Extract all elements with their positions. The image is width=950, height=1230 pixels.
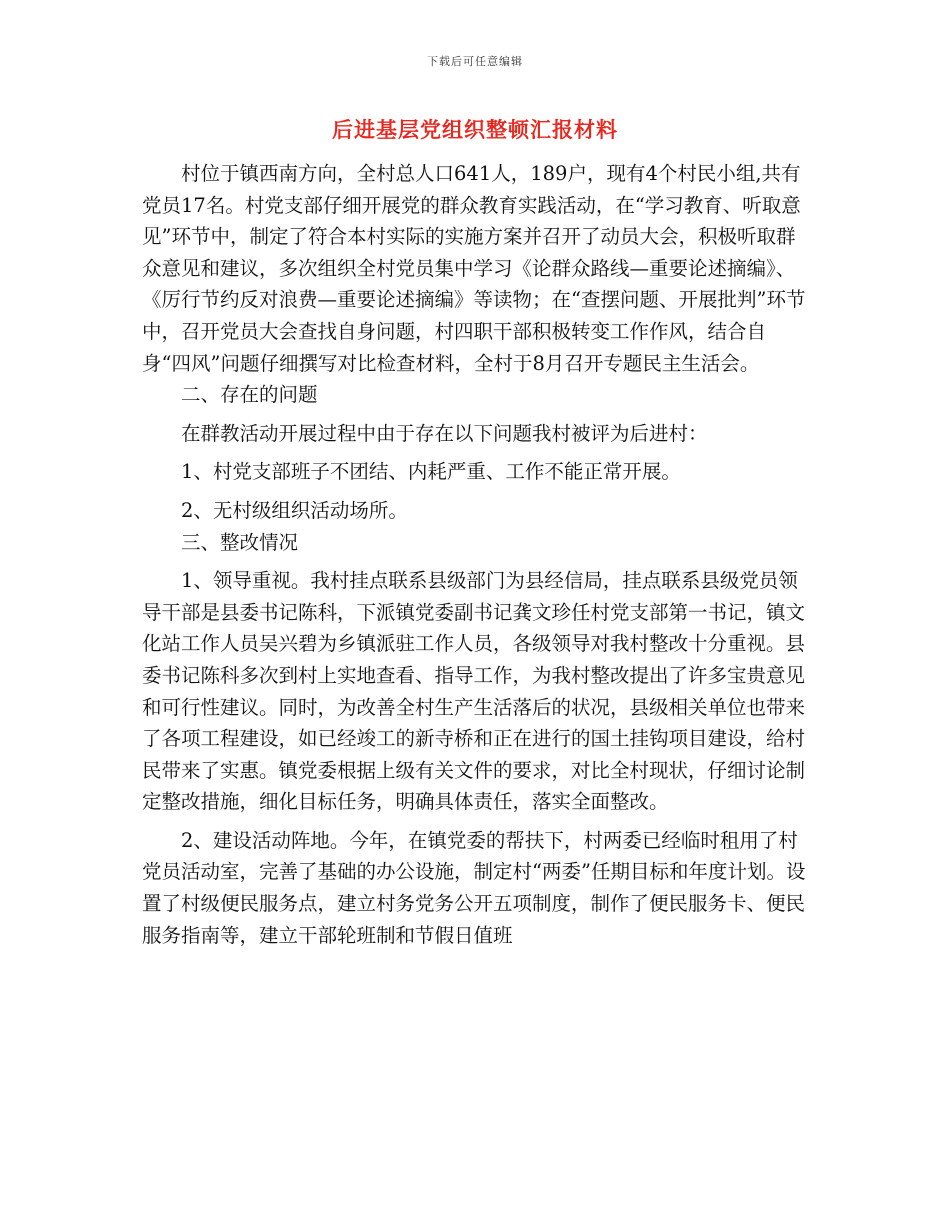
document-body [142, 158, 810, 951]
section-heading-problems: 二、存在的问题 [181, 383, 318, 407]
document-title: 后进基层党组织整顿汇报材料 [332, 118, 618, 142]
paragraph-leadership: 1、领导重视。我村挂点联系县级部门为县经信局，挂点联系县级党员领导干部是县委书记陈科，下派镇党委副书记龚文珍任村党支部第一书记，镇文化站工作人员吴兴碧为乡镇派驻工作人员，各级领导对我村整改十分重视。县委书记陈科多次到村上实地查看、指导工作，为我村整改提出了许多宝贵意见和可行性建议。同时，为改善全村生产生活落后的状况，县级相关单位也带来了各项工程建设，如已经竣工的新寺桥和正在进行的国土挂钩项目建设，给村民带来了实惠。镇党委根据上级有关文件的要求，对比全村现状，仔细讨论制定整改措施，细化目标任务，明确具体责任，落实全面整改。 [142, 569, 806, 814]
header-note: 下载后可任意编辑 [427, 55, 523, 68]
list-item-problem-1: 1、村党支部班子不团结、内耗严重、工作不能正常开展。 [181, 460, 681, 484]
section-heading-rectification: 三、整改情况 [181, 530, 299, 554]
paragraph-problems-intro: 在群教活动开展过程中由于存在以下问题我村被评为后进村： [181, 421, 708, 445]
list-item-problem-2: 2、无村级组织活动场所。 [181, 498, 408, 522]
paragraph-activity-venue: 2、建设活动阵地。今年，在镇党委的帮扶下，村两委已经临时租用了村党员活动室，完善了基础的办公设施，制定村“两委”任期目标和年度计划。设置了村级便民服务点，建立村务党务公开五项制度，制作了便民服务卡、便民服务指南等，建立干部轮班制和节假日值班 [142, 828, 806, 947]
paragraph-intro: 村位于镇西南方向，全村总人口641人，189户，现有4个村民小组,共有党员17名。村党支部仔细开展党的群众教育实践活动，在“学习教育、听取意见”环节中，制定了符合本村实际的实施方案并召开了动员大会，积极听取群众意见和建议，多次组织全村党员集中学习《论群众路线—重要论述摘编》、《厉行节约反对浪费—重要论述摘编》等读物；在“查摆问题、开展批判”环节中，召开党员大会查找自身问题，村四职干部积极转变工作作风，结合自身“四风”问题仔细撰写对比检查材料，全村于8月召开专题民主生活会。 [142, 162, 806, 375]
